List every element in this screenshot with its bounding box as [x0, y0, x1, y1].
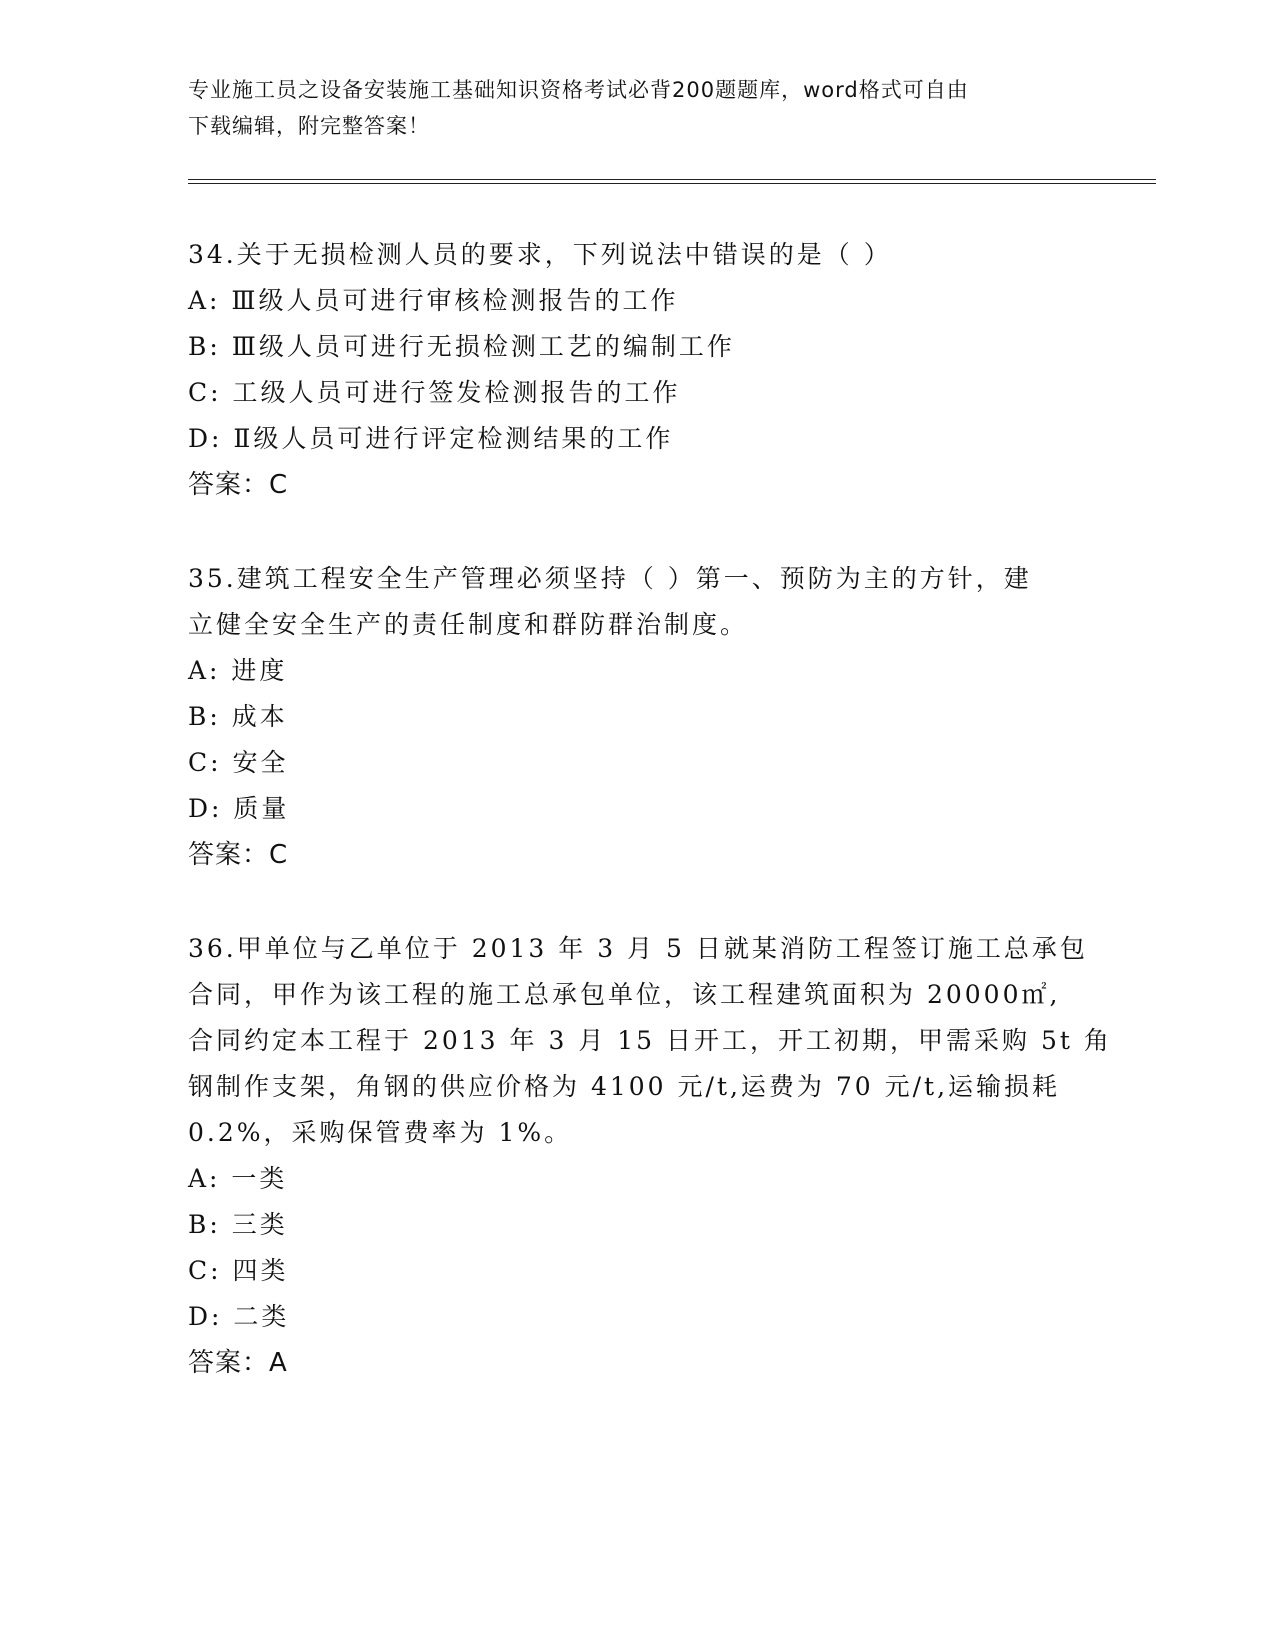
option-b: B: Ⅲ级人员可进行无损检测工艺的编制工作 [188, 332, 735, 361]
stem-line: 钢制作支架，角钢的供应价格为 4100 元/t,运费为 70 元/t,运输损耗 [188, 1072, 1061, 1101]
question-36 [188, 926, 1112, 1386]
option-a: A: Ⅲ级人员可进行审核检测报告的工作 [188, 286, 679, 315]
stem-line: 立健全安全生产的责任制度和群防群治制度。 [188, 610, 749, 639]
stem-line: 合同约定本工程于 2013 年 3 月 15 日开工，开工初期，甲需采购 5t 角 [188, 1026, 1112, 1055]
option-b: B: 成本 [188, 702, 288, 731]
answer: 答案：A [188, 1348, 288, 1378]
answer: 答案：C [188, 470, 289, 500]
option-d: D: 二类 [188, 1302, 290, 1331]
option-b: B: 三类 [188, 1210, 288, 1239]
option-c: C: 工级人员可进行签发检测报告的工作 [188, 378, 681, 407]
option-d: D: 质量 [188, 794, 290, 823]
question-stem [188, 926, 1112, 1156]
question-stem [188, 232, 1088, 278]
header-divider-bottom [188, 183, 1156, 184]
stem-line: 35.建筑工程安全生产管理必须坚持（ ）第一、预防为主的方针，建 [188, 564, 1032, 593]
stem-line: 36.甲单位与乙单位于 2013 年 3 月 5 日就某消防工程签订施工总承包 [188, 934, 1088, 963]
stem-line: 合同，甲作为该工程的施工总承包单位，该工程建筑面积为 20000㎡, [188, 980, 1061, 1009]
question-stem [188, 556, 1088, 648]
answer: 答案：C [188, 840, 289, 870]
document-header [188, 72, 1068, 144]
stem-line: 34.关于无损检测人员的要求，下列说法中错误的是（ ） [188, 240, 892, 269]
question-list [188, 232, 1112, 1434]
option-c: C: 四类 [188, 1256, 289, 1285]
header-line-2: 下载编辑，附完整答案！ [188, 114, 430, 138]
question-35 [188, 556, 1088, 878]
option-d: D: Ⅱ级人员可进行评定检测结果的工作 [188, 424, 674, 453]
option-a: A: 一类 [188, 1164, 288, 1193]
option-c: C: 安全 [188, 748, 289, 777]
stem-line: 0.2%，采购保管费率为 1%。 [188, 1118, 573, 1147]
question-34 [188, 232, 1088, 508]
header-line-1: 专业施工员之设备安装施工基础知识资格考试必背200题题库，word格式可自由 [188, 78, 969, 102]
header-divider-top [188, 179, 1156, 180]
option-a: A: 进度 [188, 656, 288, 685]
